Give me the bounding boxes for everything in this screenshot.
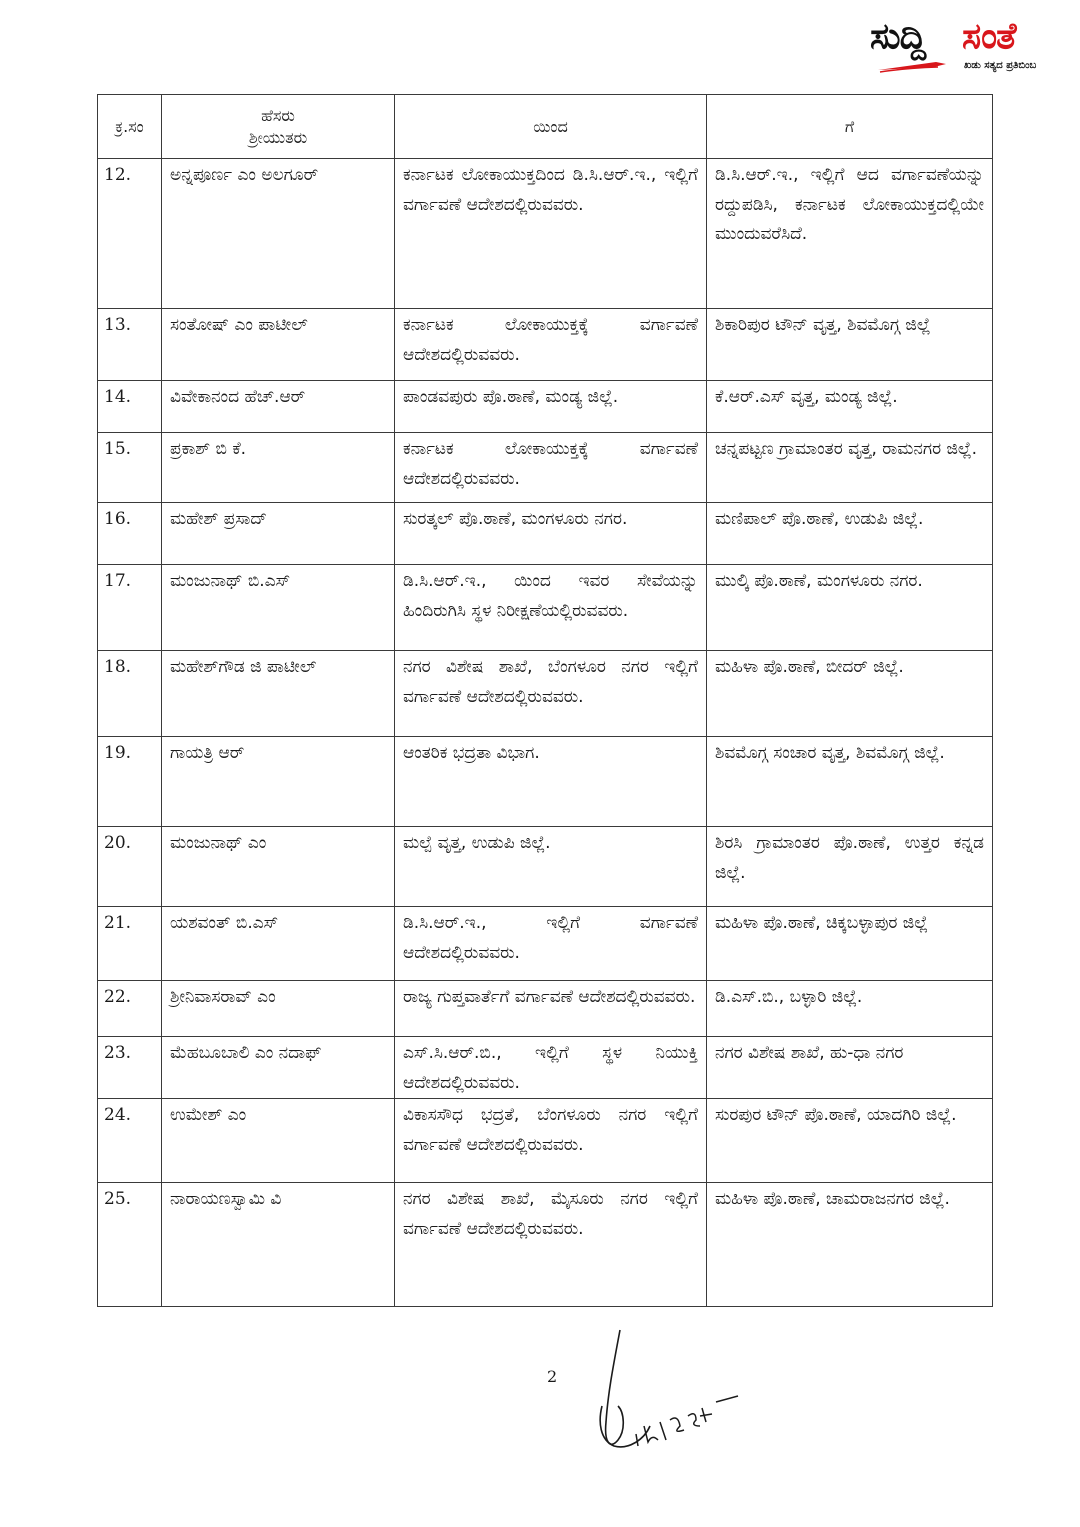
row-name: ಮಹೇಶ್ ಪ್ರಸಾದ್ <box>162 503 395 565</box>
row-serial: 23. <box>98 1037 162 1099</box>
table-row <box>98 503 993 565</box>
row-name: ಗಾಯತ್ರಿ ಆರ್ <box>162 737 395 827</box>
row-from: ನಗರ ವಿಶೇಷ ಶಾಖೆ, ಬೆಂಗಳೂರ ನಗರ ಇಲ್ಲಿಗೆ ವರ್ಗಾವಣೆ ಆದೇಶದಲ್ಲಿರುವವರು. <box>395 651 707 737</box>
row-name: ನಾರಾಯಣಸ್ವಾಮಿ ವಿ <box>162 1183 395 1307</box>
signature-image <box>588 1322 758 1462</box>
row-from: ಕರ್ನಾಟಕ ಲೋಕಾಯುಕ್ತಕ್ಕೆ ವರ್ಗಾವಣೆ ಆದೇಶದಲ್ಲಿರುವವರು. <box>395 309 707 381</box>
row-to: ಸುರಪುರ ಟೌನ್ ಪೊ.ಠಾಣೆ, ಯಾದಗಿರಿ ಜಿಲ್ಲೆ. <box>707 1099 993 1183</box>
table-row <box>98 1183 993 1307</box>
table-row <box>98 1099 993 1183</box>
logo-word-suddi: ಸುದ್ದಿ <box>870 16 926 57</box>
row-to: ಮಹಿಳಾ ಪೊ.ಠಾಣೆ, ಬೀದರ್ ಜಿಲ್ಲೆ. <box>707 651 993 737</box>
logo-tagline: ಖಡು ಸತ್ಯದ ಪ್ರತಿಬಿಂಬ <box>964 60 1037 71</box>
row-to: ಶಿಕಾರಿಪುರ ಟೌನ್ ವೃತ್ತ, ಶಿವಮೊಗ್ಗ ಜಿಲ್ಲೆ <box>707 309 993 381</box>
table-row <box>98 827 993 907</box>
row-name: ಅನ್ನಪೂರ್ಣ ಎಂ ಅಲಗೂರ್ <box>162 159 395 309</box>
row-name: ಯಶವಂತ್ ಬಿ.ಎಸ್ <box>162 907 395 981</box>
pen-icon <box>876 58 956 74</box>
row-serial: 18. <box>98 651 162 737</box>
row-from: ಆಂತರಿಕ ಭದ್ರತಾ ವಿಭಾಗ. <box>395 737 707 827</box>
row-from: ನಗರ ವಿಶೇಷ ಶಾಖೆ, ಮೈಸೂರು ನಗರ ಇಲ್ಲಿಗೆ ವರ್ಗಾವಣೆ ಆದೇಶದಲ್ಲಿರುವವರು. <box>395 1183 707 1307</box>
row-name: ಮೆಹಬೂಬಾಲಿ ಎಂ ನದಾಫ್ <box>162 1037 395 1099</box>
header-name <box>162 95 395 159</box>
row-name: ವಿವೇಕಾನಂದ ಹೆಚ್.ಆರ್ <box>162 381 395 433</box>
row-name: ಪ್ರಕಾಶ್ ಬಿ ಕೆ. <box>162 433 395 503</box>
row-serial: 21. <box>98 907 162 981</box>
row-to: ಮಹಿಳಾ ಪೊ.ಠಾಣೆ, ಚಾಮರಾಜನಗರ ಜಿಲ್ಲೆ. <box>707 1183 993 1307</box>
row-name: ಸಂತೋಷ್ ಎಂ ಪಾಟೀಲ್ <box>162 309 395 381</box>
row-to: ಚನ್ನಪಟ್ಟಣ ಗ್ರಾಮಾಂತರ ವೃತ್ತ, ರಾಮನಗರ ಜಿಲ್ಲೆ. <box>707 433 993 503</box>
row-name: ಶ್ರೀನಿವಾಸರಾವ್ ಎಂ <box>162 981 395 1037</box>
row-serial: 16. <box>98 503 162 565</box>
header-serial: ಕ್ರ.ಸಂ <box>98 95 162 159</box>
header-name-line1: ಹೆಸರು <box>261 105 295 125</box>
table-row <box>98 651 993 737</box>
row-serial: 14. <box>98 381 162 433</box>
header-name-line2: ಶ್ರೀಯುತರು <box>248 127 308 147</box>
row-from: ಕರ್ನಾಟಕ ಲೋಕಾಯುಕ್ತಕ್ಕೆ ವರ್ಗಾವಣೆ ಆದೇಶದಲ್ಲಿರುವವರು. <box>395 433 707 503</box>
header-to: ಗೆ <box>707 95 993 159</box>
row-serial: 15. <box>98 433 162 503</box>
row-to: ಮಣಿಪಾಲ್ ಪೊ.ಠಾಣೆ, ಉಡುಪಿ ಜಿಲ್ಲೆ. <box>707 503 993 565</box>
row-name: ಮಹೇಶ್‌ಗೌಡ ಜಿ ಪಾಟೀಲ್ <box>162 651 395 737</box>
table-row <box>98 737 993 827</box>
row-to: ಶಿವಮೊಗ್ಗ ಸಂಚಾರ ವೃತ್ತ, ಶಿವಮೊಗ್ಗ ಜಿಲ್ಲೆ. <box>707 737 993 827</box>
row-serial: 19. <box>98 737 162 827</box>
row-from: ಡಿ.ಸಿ.ಆರ್.ಇ., ಯಿಂದ ಇವರ ಸೇವೆಯನ್ನು ಹಿಂದಿರುಗಿಸಿ ಸ್ಥಳ ನಿರೀಕ್ಷಣೆಯಲ್ಲಿರುವವರು. <box>395 565 707 651</box>
row-from: ಎಸ್.ಸಿ.ಆರ್.ಬಿ., ಇಲ್ಲಿಗೆ ಸ್ಥಳ ನಿಯುಕ್ತಿ ಆದೇಶದಲ್ಲಿರುವವರು. <box>395 1037 707 1099</box>
table-row <box>98 907 993 981</box>
table-row <box>98 1037 993 1099</box>
row-to: ಡಿ.ಎಸ್.ಬಿ., ಬಳ್ಳಾರಿ ಜಿಲ್ಲೆ. <box>707 981 993 1037</box>
row-name: ಮಂಜುನಾಥ್ ಬಿ.ಎಸ್ <box>162 565 395 651</box>
row-to: ಕೆ.ಆರ್.ಎಸ್ ವೃತ್ತ, ಮಂಡ್ಯ ಜಿಲ್ಲೆ. <box>707 381 993 433</box>
row-serial: 22. <box>98 981 162 1037</box>
row-from: ಮಲ್ಪೆ ವೃತ್ತ, ಉಡುಪಿ ಜಿಲ್ಲೆ. <box>395 827 707 907</box>
row-name: ಉಮೇಶ್ ಎಂ <box>162 1099 395 1183</box>
row-serial: 20. <box>98 827 162 907</box>
row-serial: 17. <box>98 565 162 651</box>
row-from: ಪಾಂಡವಪುರು ಪೊ.ಠಾಣೆ, ಮಂಡ್ಯ ಜಿಲ್ಲೆ. <box>395 381 707 433</box>
page-number: 2 <box>547 1367 558 1386</box>
row-serial: 12. <box>98 159 162 309</box>
logo-word-sante: ಸಂತೆ <box>962 16 1016 57</box>
row-from: ಕರ್ನಾಟಕ ಲೋಕಾಯುಕ್ತದಿಂದ ಡಿ.ಸಿ.ಆರ್.ಇ., ಇಲ್ಲಿಗೆ ವರ್ಗಾವಣೆ ಆದೇಶದಲ್ಲಿರುವವರು. <box>395 159 707 309</box>
row-to: ಮಹಿಳಾ ಪೊ.ಠಾಣೆ, ಚಿಕ್ಕಬಳ್ಳಾಪುರ ಜಿಲ್ಲೆ <box>707 907 993 981</box>
row-from: ವಿಕಾಸಸೌಧ ಭದ್ರತೆ, ಬೆಂಗಳೂರು ನಗರ ಇಲ್ಲಿಗೆ ವರ್ಗಾವಣೆ ಆದೇಶದಲ್ಲಿರುವವರು. <box>395 1099 707 1183</box>
table-row <box>98 981 993 1037</box>
table-row <box>98 159 993 309</box>
row-name: ಮಂಜುನಾಥ್ ಎಂ <box>162 827 395 907</box>
table-row <box>98 433 993 503</box>
row-from: ಡಿ.ಸಿ.ಆರ್.ಇ., ಇಲ್ಲಿಗೆ ವರ್ಗಾವಣೆ ಆದೇಶದಲ್ಲಿರುವವರು. <box>395 907 707 981</box>
table-row <box>98 309 993 381</box>
row-from: ರಾಜ್ಯ ಗುಪ್ತವಾರ್ತೆಗೆ ವರ್ಗಾವಣೆ ಆದೇಶದಲ್ಲಿರುವವರು. <box>395 981 707 1037</box>
row-serial: 25. <box>98 1183 162 1307</box>
row-to: ಡಿ.ಸಿ.ಆರ್.ಇ., ಇಲ್ಲಿಗೆ ಆದ ವರ್ಗಾವಣೆಯನ್ನು ರದ್ದುಪಡಿಸಿ, ಕರ್ನಾಟಕ ಲೋಕಾಯುಕ್ತದಲ್ಲಿಯೇ ಮುಂದುವರೆಸಿದೆ. <box>707 159 993 309</box>
table-row <box>98 381 993 433</box>
row-serial: 13. <box>98 309 162 381</box>
header-from: ಯಿಂದ <box>395 95 707 159</box>
transfer-table <box>97 94 993 1307</box>
row-from: ಸುರತ್ಕಲ್ ಪೊ.ಠಾಣೆ, ಮಂಗಳೂರು ನಗರ. <box>395 503 707 565</box>
row-to: ನಗರ ವಿಶೇಷ ಶಾಖೆ, ಹು-ಧಾ ನಗರ <box>707 1037 993 1099</box>
brand-logo <box>870 14 1075 76</box>
row-to: ಮುಲ್ಕಿ ಪೊ.ಠಾಣೆ, ಮಂಗಳೂರು ನಗರ. <box>707 565 993 651</box>
row-serial: 24. <box>98 1099 162 1183</box>
table-header-row <box>98 95 993 159</box>
row-to: ಶಿರಸಿ ಗ್ರಾಮಾಂತರ ಪೊ.ಠಾಣೆ, ಉತ್ತರ ಕನ್ನಡ ಜಿಲ್ಲೆ. <box>707 827 993 907</box>
table-row <box>98 565 993 651</box>
